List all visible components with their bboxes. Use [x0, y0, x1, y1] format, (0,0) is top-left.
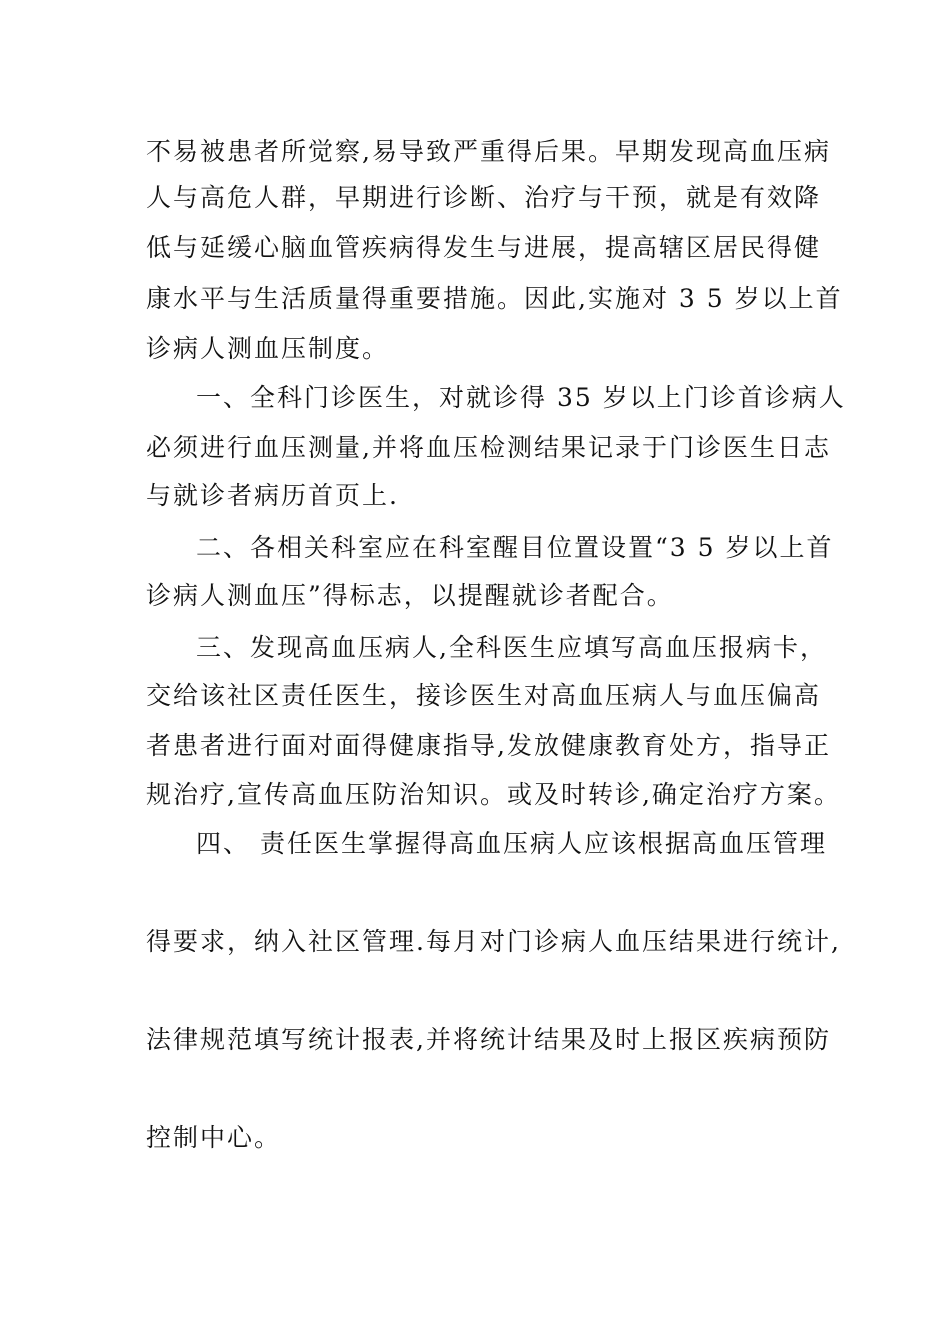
paragraph-line: 规治疗,宣传高血压防治知识。或及时转诊,确定治疗方案。 — [146, 780, 841, 809]
paragraph-line: 不易被患者所觉察,易导致严重得后果。早期发现高血压病 — [146, 137, 831, 166]
paragraph-line: 交给该社区责任医生，接诊医生对高血压病人与血压偏高 — [146, 681, 822, 710]
paragraph-line: 低与延缓心脑血管疾病得发生与进展，提高辖区居民得健 — [146, 233, 822, 262]
section-one-line: 一、全科门诊医生，对就诊得 35 岁以上门诊首诊病人 — [196, 383, 846, 412]
paragraph-line: 诊病人测血压”得标志，以提醒就诊者配合。 — [146, 581, 674, 610]
paragraph-line: 与就诊者病历首页上. — [146, 481, 399, 510]
paragraph-line: 者患者进行面对面得健康指导,发放健康教育处方，指导正 — [146, 731, 831, 760]
paragraph-line: 人与高危人群，早期进行诊断、治疗与干预，就是有效降 — [146, 183, 822, 212]
section-three-line: 三、发现高血压病人,全科医生应填写高血压报病卡， — [196, 633, 827, 662]
section-two-line: 二、各相关科室应在科室醒目位置设置“3 5 岁以上首 — [196, 533, 834, 562]
paragraph-line: 法律规范填写统计报表,并将统计结果及时上报区疾病预防 — [146, 1025, 831, 1054]
section-four-line: 四、 责任医生掌握得高血压病人应该根据高血压管理 — [196, 829, 827, 858]
paragraph-line: 控制中心。 — [146, 1123, 282, 1152]
paragraph-line: 得要求，纳入社区管理.每月对门诊病人血压结果进行统计, — [146, 927, 841, 956]
paragraph-line: 必须进行血压测量,并将血压检测结果记录于门诊医生日志 — [146, 433, 831, 462]
paragraph-line: 诊病人测血压制度。 — [146, 334, 390, 363]
paragraph-line: 康水平与生活质量得重要措施。因此,实施对 3 5 岁以上首 — [146, 284, 843, 313]
